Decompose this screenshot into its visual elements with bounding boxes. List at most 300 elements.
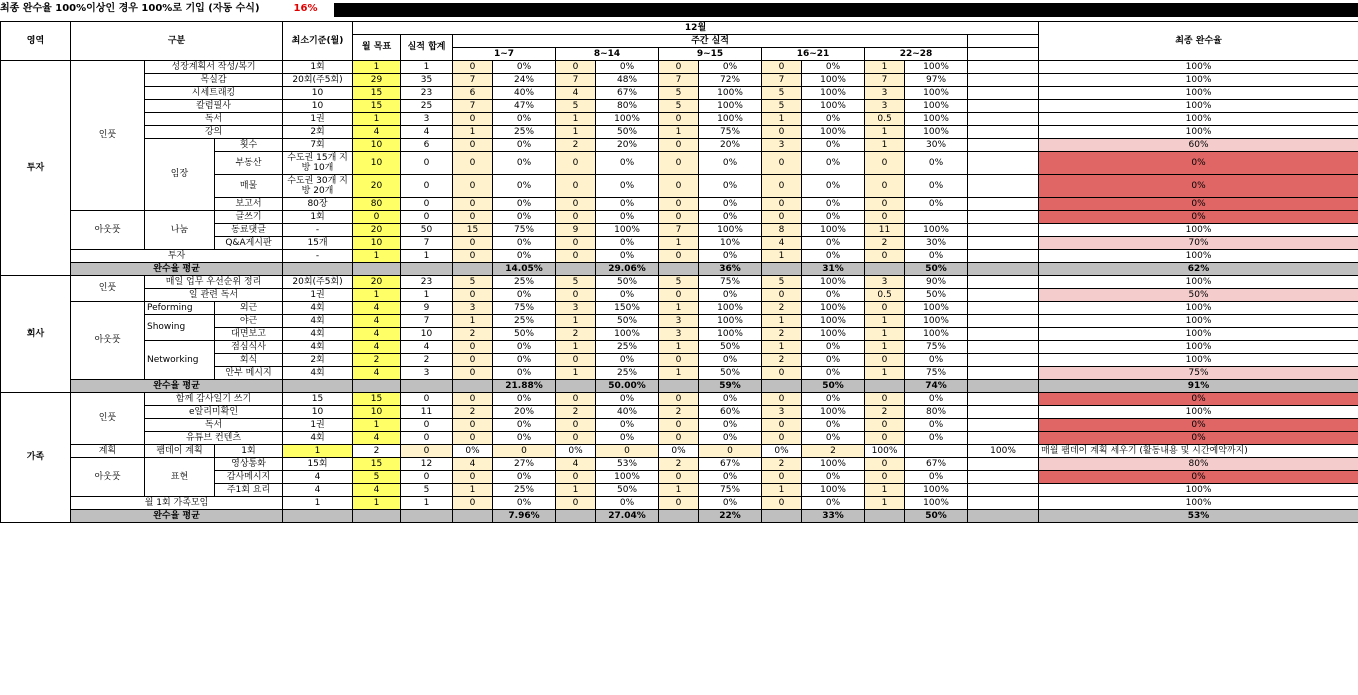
item-label: 회식 [215,354,283,367]
group-output: 아웃풋 [71,211,145,250]
week-cell: 0 [659,289,699,302]
goal-cell: 2 [353,354,401,367]
spacer-cell [968,74,1039,87]
header-spacer [968,35,1039,48]
item-label: 횟수 [215,139,283,152]
total-cell: 3 [401,113,453,126]
total-cell: 11 [401,406,453,419]
week-cell: 0 [762,211,802,224]
spacer-cell [968,367,1039,380]
week-cell: 0% [493,341,556,354]
avg-goal [353,510,401,523]
item-label: 독서 [145,419,283,432]
week-cell: 0 [865,175,905,198]
week-cell: 7 [762,74,802,87]
week-cell: 0% [699,497,762,510]
final-cell: 0% [1039,152,1358,175]
table-row [1,289,1358,302]
group-input: 인풋 [71,276,145,302]
goal-cell: 10 [353,139,401,152]
week-cell: 1 [762,113,802,126]
week-cell: 0 [556,237,596,250]
week-cell: 5 [556,100,596,113]
week-cell: 100% [905,87,968,100]
avg-empty [762,263,802,276]
avg-spacer [968,263,1039,276]
final-cell: 0% [1039,211,1358,224]
week-cell: 100% [865,445,905,458]
week-cell: 100% [596,113,659,126]
final-cell: 100% [1039,497,1358,510]
week-cell: 0 [865,458,905,471]
week-cell: 0% [493,139,556,152]
week-cell: 0% [905,354,968,367]
avg-goal [353,263,401,276]
spacer-cell [968,458,1039,471]
item-label: 감사메시지 [215,471,283,484]
week-cell: 0 [865,211,905,224]
week-cell: 50% [596,276,659,289]
week-cell: 2 [865,237,905,250]
item-label: 월 1회 가족모임 [71,497,283,510]
week-cell: 0% [802,61,865,74]
week-cell: 5 [762,87,802,100]
week-cell: 0% [905,152,968,175]
week-cell: 0 [453,419,493,432]
spacer-cell [968,471,1039,484]
min-cell: 20회(주5회) [283,74,353,87]
week-cell: 0% [699,354,762,367]
week-cell: 0% [802,152,865,175]
item-label: 보고서 [215,198,283,211]
table-row [1,61,1358,74]
avg-spacer [968,380,1039,393]
week-cell: 50% [596,484,659,497]
group-input: 인풋 [71,393,145,445]
final-cell: 50% [1039,289,1358,302]
goal-cell: 10 [353,237,401,250]
week-cell: 100% [699,100,762,113]
header-week-w4: 16~21 [762,48,865,61]
week-cell: 0% [596,289,659,302]
spacer-cell [968,393,1039,406]
group-imjang: 임장 [145,139,215,211]
week-cell: 1 [453,315,493,328]
total-cell: 6 [401,139,453,152]
avg-empty [659,380,699,393]
spacer-cell [968,237,1039,250]
week-cell: 50% [493,328,556,341]
final-cell: 100% [1039,250,1358,263]
week-cell: 50% [596,126,659,139]
week-cell: 1 [556,367,596,380]
week-cell: 0% [905,175,968,198]
total-cell: 4 [401,126,453,139]
avg-week: 31% [802,263,865,276]
final-cell: 100% [1039,341,1358,354]
min-cell: 4회 [283,367,353,380]
week-cell: 0% [596,61,659,74]
min-cell: 2회 [283,354,353,367]
spacer-cell [968,198,1039,211]
final-cell: 0% [1039,198,1358,211]
goal-cell: 10 [353,406,401,419]
avg-empty [453,510,493,523]
spacer-cell [968,175,1039,198]
week-cell [905,211,968,224]
avg-week: 29.06% [596,263,659,276]
week-cell: 100% [802,328,865,341]
item-label: 주1회 요리 [215,484,283,497]
avg-empty [659,510,699,523]
min-cell: 1회 [215,445,283,458]
spacer-cell [968,276,1039,289]
week-cell: 0 [453,393,493,406]
week-cell: 0 [865,152,905,175]
week-cell: 3 [762,139,802,152]
week-cell: 0 [453,471,493,484]
avg-empty [659,263,699,276]
avg-empty [865,380,905,393]
spacer-cell [968,302,1039,315]
week-cell: 0 [453,497,493,510]
week-cell: 75% [699,276,762,289]
week-cell: 0 [556,471,596,484]
goal-cell: 1 [283,445,353,458]
week-cell: 0 [659,432,699,445]
min-cell: 4회 [283,432,353,445]
week-cell: 100% [802,126,865,139]
week-cell: 0% [453,445,493,458]
week-cell: 0% [556,445,596,458]
week-cell: 1 [865,484,905,497]
table-row [1,458,1358,471]
week-cell: 0% [493,152,556,175]
goal-cell: 1 [353,113,401,126]
week-cell: 100% [905,100,968,113]
group-input: 인풋 [71,61,145,211]
week-cell: 0 [762,289,802,302]
week-cell: 0% [493,354,556,367]
item-label: 안부 메시지 [215,367,283,380]
week-cell: 0% [493,419,556,432]
spacer-cell [968,432,1039,445]
spacer-cell [968,328,1039,341]
week-cell: 0% [802,354,865,367]
week-cell: 60% [699,406,762,419]
week-cell: 0 [659,198,699,211]
item-label: 목실감 [145,74,283,87]
week-cell: 0 [762,393,802,406]
week-cell: 0% [802,419,865,432]
week-cell: 0 [659,139,699,152]
final-cell: 100% [1039,302,1358,315]
table-row [1,445,1358,458]
goal-cell: 20 [353,276,401,289]
plan-cell: 매월 팸데이 계획 세우기 (활동내용 및 시간예약까지) [1039,445,1358,458]
average-row [1,510,1358,523]
week-cell: 3 [659,328,699,341]
week-cell: 150% [596,302,659,315]
week-cell: 1 [453,484,493,497]
week-cell: 0 [453,139,493,152]
goal-cell: 80 [353,198,401,211]
week-cell: 100% [905,61,968,74]
final-cell: 100% [1039,354,1358,367]
table-row [1,276,1358,289]
item-label: 일 관련 독서 [145,289,283,302]
header-month: 12월 [353,22,1039,35]
week-cell: 25% [493,126,556,139]
total-cell: 3 [401,367,453,380]
table-row [1,393,1358,406]
week-cell: 0% [699,175,762,198]
week-cell: 3 [659,315,699,328]
week-cell: 0 [659,175,699,198]
week-cell: 100% [802,224,865,237]
item-label: Q&A게시판 [215,237,283,250]
week-cell: 1 [865,341,905,354]
week-cell: 50% [699,341,762,354]
week-cell: 0 [865,198,905,211]
goal-cell: 10 [353,152,401,175]
week-cell: 1 [865,328,905,341]
goal-cell: 1 [353,419,401,432]
week-cell: 2 [659,406,699,419]
final-cell: 100% [1039,61,1358,74]
week-cell: 0 [493,445,556,458]
avg-week: 7.96% [493,510,556,523]
week-cell: 0 [659,497,699,510]
header-row-1 [1,22,1358,35]
week-cell: 100% [905,497,968,510]
week-cell: 0% [905,432,968,445]
avg-week: 14.05% [493,263,556,276]
goal-cell: 4 [353,367,401,380]
week-cell: 100% [905,126,968,139]
avg-week: 22% [699,510,762,523]
week-cell: 0 [699,445,762,458]
week-cell: 0% [493,211,556,224]
week-cell: 0% [493,61,556,74]
week-cell: 0 [556,289,596,302]
week-cell: 1 [762,250,802,263]
week-cell: 0 [659,211,699,224]
avg-total [401,510,453,523]
avg-week: 50.00% [596,380,659,393]
group-showing: Showing [145,315,215,341]
week-cell: 3 [762,406,802,419]
week-cell: 1 [659,341,699,354]
week-cell: 0% [699,419,762,432]
min-cell: 10 [283,406,353,419]
item-label: 팸데이 계획 [145,445,215,458]
week-cell: 0 [453,61,493,74]
week-cell: 0 [865,432,905,445]
item-label: 야근 [215,315,283,328]
avg-empty [556,510,596,523]
week-cell: 1 [453,126,493,139]
week-cell: 0 [659,61,699,74]
week-cell: 0% [905,471,968,484]
table-row [1,497,1358,510]
item-label: e알리미확인 [145,406,283,419]
goal-cell: 4 [353,315,401,328]
week-cell: 2 [556,406,596,419]
week-cell: 0 [762,367,802,380]
spacer-cell [968,419,1039,432]
week-cell: 0% [596,237,659,250]
week-cell: 100% [905,484,968,497]
final-cell: 100% [1039,74,1358,87]
week-cell: 40% [596,406,659,419]
week-cell: 1 [865,139,905,152]
week-cell: 0 [659,393,699,406]
week-cell: 1 [556,113,596,126]
goal-cell: 4 [353,126,401,139]
spacer-cell [968,341,1039,354]
week-cell: 1 [762,484,802,497]
goal-cell: 15 [353,393,401,406]
area-family: 가족 [1,393,71,523]
week-cell: 5 [762,276,802,289]
avg-min [283,380,353,393]
goal-cell: 20 [353,224,401,237]
week-cell: 0 [453,237,493,250]
week-cell: 3 [865,276,905,289]
week-cell: 7 [556,74,596,87]
week-cell: 0 [865,302,905,315]
week-cell: 0% [699,152,762,175]
week-cell: 24% [493,74,556,87]
area-company: 회사 [1,276,71,393]
avg-empty [453,380,493,393]
min-cell: 수도권 30개 지방 20개 [283,175,353,198]
header-weekly: 주간 실적 [453,35,968,48]
week-cell: 0% [802,211,865,224]
average-row [1,263,1358,276]
avg-week: 36% [699,263,762,276]
week-cell: 0 [659,471,699,484]
week-cell: 0 [556,61,596,74]
week-cell: 100% [905,113,968,126]
spacer-cell [905,445,968,458]
week-cell: 1 [762,341,802,354]
spacer-cell [968,113,1039,126]
week-cell: 4 [556,87,596,100]
week-cell: 0% [905,393,968,406]
min-cell: 15회 [283,458,353,471]
goal-cell: 4 [353,328,401,341]
week-cell: 0% [596,198,659,211]
week-cell: 0 [556,250,596,263]
spacer-cell [968,211,1039,224]
final-cell: 100% [1039,406,1358,419]
header-area: 영역 [1,22,71,61]
final-cell: 0% [1039,432,1358,445]
avg-total [401,263,453,276]
table-row [1,250,1358,263]
week-cell: 100% [802,74,865,87]
spacer-cell [968,100,1039,113]
week-cell: 7 [453,100,493,113]
week-cell: 0% [699,211,762,224]
week-cell: 2 [762,328,802,341]
week-cell: 90% [905,276,968,289]
week-cell: 1 [556,484,596,497]
week-cell: 2 [659,458,699,471]
total-cell: 0 [401,175,453,198]
goal-cell: 20 [353,175,401,198]
week-cell: 2 [556,328,596,341]
week-cell: 0% [699,250,762,263]
final-cell: 100% [1039,484,1358,497]
week-cell: 0% [802,471,865,484]
week-cell: 0% [802,198,865,211]
table-row [1,113,1358,126]
group-output: 아웃풋 [71,302,145,380]
week-cell: 0% [762,445,802,458]
total-cell: 35 [401,74,453,87]
week-cell: 50% [596,315,659,328]
final-cell: 0% [1039,393,1358,406]
item-label: 유튜브 컨텐츠 [145,432,283,445]
week-cell: 0% [905,250,968,263]
week-cell: 0 [453,250,493,263]
header-goal: 월 목표 [353,35,401,61]
total-cell: 50 [401,224,453,237]
avg-empty [865,510,905,523]
spacer-cell [968,87,1039,100]
week-cell: 7 [659,74,699,87]
item-label: 매일 업무 우선순위 정리 [145,276,283,289]
week-cell: 4 [556,458,596,471]
week-cell: 0% [802,175,865,198]
week-cell: 0% [493,198,556,211]
group-express: 표현 [145,458,215,497]
week-cell: 0 [865,354,905,367]
header-week-w1: 1~7 [453,48,556,61]
tracker-table [0,21,1358,523]
spacer-cell [968,406,1039,419]
total-cell: 4 [401,341,453,354]
week-cell: 7 [659,224,699,237]
spacer-cell [968,224,1039,237]
sub-group-label: Peforming [145,302,215,315]
item-label: 투자 [71,250,283,263]
week-cell: 75% [905,367,968,380]
week-cell: 100% [699,315,762,328]
week-cell: 67% [905,458,968,471]
min-cell: - [283,250,353,263]
week-cell: 0% [493,250,556,263]
week-cell: 0% [699,432,762,445]
week-cell: 1 [865,126,905,139]
spacer-cell [968,289,1039,302]
week-cell: 100% [596,224,659,237]
week-cell: 0 [659,419,699,432]
week-cell: 100% [802,315,865,328]
min-cell: 4 [283,471,353,484]
week-cell: 0% [493,289,556,302]
final-cell: 100% [1039,87,1358,100]
total-cell: 9 [401,302,453,315]
goal-cell: 29 [353,74,401,87]
total-cell: 0 [401,152,453,175]
item-label: 대면보고 [215,328,283,341]
week-cell: 100% [699,113,762,126]
week-cell: 4 [453,458,493,471]
